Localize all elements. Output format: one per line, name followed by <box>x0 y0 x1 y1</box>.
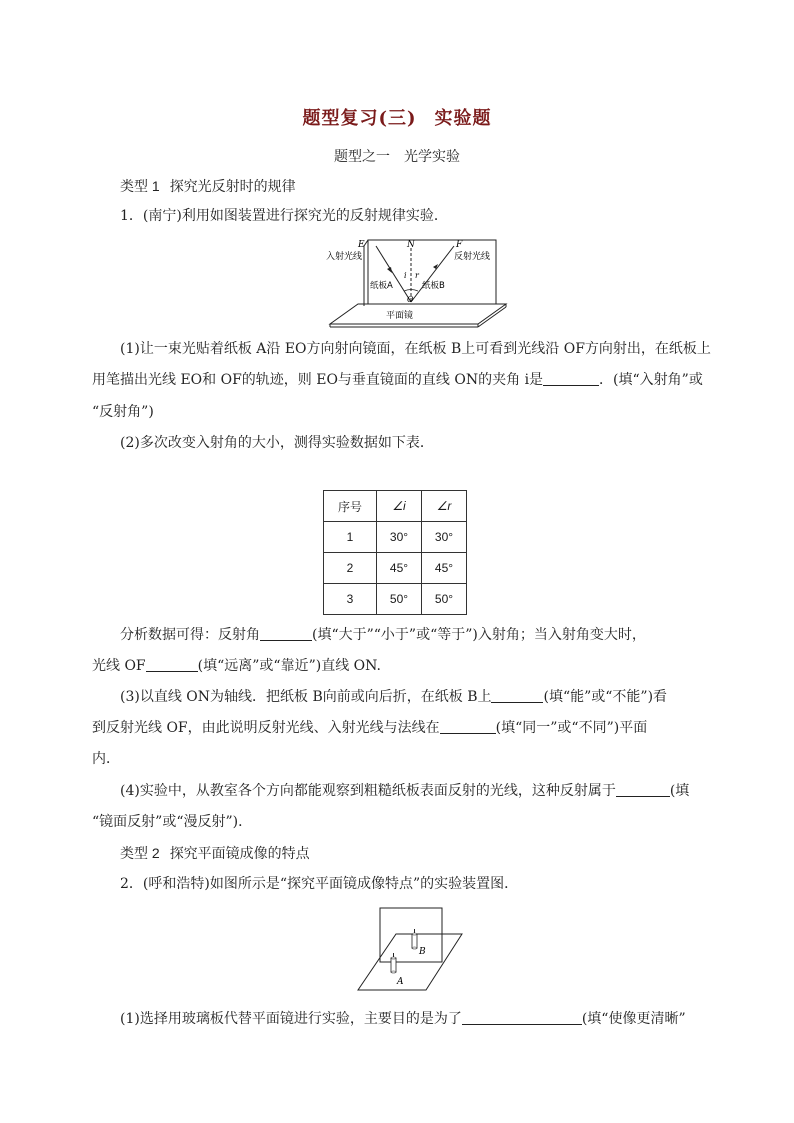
label-E: E <box>358 240 365 250</box>
q1-part1-line3: “反射角”) <box>92 404 154 420</box>
section-1-name: 探究光反射时的规律 <box>169 179 296 195</box>
answer-blank[interactable] <box>146 657 198 672</box>
plane-mirror-figure <box>356 906 466 992</box>
angle-data-table <box>323 490 467 615</box>
paper-board-shape <box>368 240 496 304</box>
answer-blank[interactable] <box>616 782 670 797</box>
label-board-A: 纸板A <box>370 281 393 291</box>
table-cell: 30° <box>377 522 422 553</box>
q1-part4-line1 <box>120 781 689 801</box>
table-cell: 45° <box>422 553 467 584</box>
analysis-line2 <box>92 656 381 676</box>
label-N: N <box>407 240 415 250</box>
q1-part3-line3: 内． <box>92 751 120 767</box>
q1-part3-line2 <box>92 718 647 738</box>
label-F: F <box>456 240 463 250</box>
q1-part3-line2-text-b: (填“同一”或“不同”)平面 <box>495 720 648 736</box>
q1-part3-line1 <box>120 687 667 707</box>
analysis-line1-text-b: (填“大于”“小于”或“等于”)入射角；当入射角变大时， <box>312 627 646 643</box>
section-2-name: 探究平面镜成像的特点 <box>169 846 310 862</box>
q1-part1-line1: (1)让一束光贴着纸板 A沿 EO方向射向镜面，在纸板 B上可看到光线沿 OF方向射出，在纸板上 <box>120 341 711 357</box>
q1-part4-line2: “镜面反射”或“漫反射”)． <box>92 814 253 830</box>
label-board-B: 纸板B <box>422 281 445 291</box>
table-cell: 3 <box>324 584 377 615</box>
q2-stem: 2．(呼和浩特)如图所示是“探究平面镜成像特点”的实验装置图． <box>120 876 519 892</box>
q1-part4-line1-text-a: (4)实验中，从教室各个方向都能观察到粗糙纸板表面反射的光线，这种反射属于 <box>120 783 616 799</box>
page-title <box>0 104 794 130</box>
table-row <box>324 584 467 615</box>
analysis-line1 <box>120 625 646 645</box>
analysis-line2-text-a: 光线 OF <box>92 658 146 674</box>
candle-B-shape <box>412 934 417 948</box>
page-subtitle: 题型之一 光学实验 <box>334 149 460 165</box>
table-row <box>324 553 467 584</box>
answer-blank[interactable] <box>491 688 543 703</box>
section-2-heading <box>120 843 310 864</box>
q1-part2-text: (2)多次改变入射角的大小，测得实验数据如下表． <box>120 435 434 451</box>
title-part-a: 题型复习(三) <box>302 108 417 129</box>
table-cell: 30° <box>422 522 467 553</box>
q1-part3-line1-text-a: (3)以直线 ON为轴线．把纸板 B向前或向后折，在纸板 B上 <box>120 689 492 705</box>
analysis-line1-text-a: 分析数据可得：反射角 <box>120 627 260 643</box>
label-reflected-ray: 反射光线 <box>454 252 491 262</box>
reflection-apparatus-figure <box>318 236 518 330</box>
section-2-label: 类型 2 <box>120 845 160 861</box>
answer-blank[interactable] <box>440 719 496 734</box>
label-mirror: 平面镜 <box>386 311 414 321</box>
candle-A-shape <box>391 958 396 972</box>
q1-part1-line2-text-b: ．(填“入射角”或 <box>599 372 703 388</box>
q1-part4-line1-text-b: (填 <box>669 783 690 799</box>
table-cell: 45° <box>377 553 422 584</box>
table-header-cell: ∠r <box>422 491 467 522</box>
answer-blank[interactable] <box>543 371 599 386</box>
q1-part3-line2-text-a: 到反射光线 OF，由此说明反射光线、入射光线与法线在 <box>92 720 440 736</box>
q1-part1-line2 <box>92 370 703 390</box>
table-cell: 50° <box>377 584 422 615</box>
q2-part1-text-b: (填“使像更清晰” <box>581 1011 686 1027</box>
table-cell: 1 <box>324 522 377 553</box>
table-header-cell: ∠i <box>377 491 422 522</box>
label-r: r <box>415 271 419 280</box>
q2-part1-text-a: (1)选择用玻璃板代替平面镜进行实验，主要目的是为了 <box>120 1011 462 1027</box>
section-1-heading <box>120 176 296 197</box>
table-header-cell: 序号 <box>324 491 377 522</box>
table-cell: 50° <box>422 584 467 615</box>
label-incident-ray: 入射光线 <box>326 252 363 262</box>
label-O: O <box>407 295 414 304</box>
table-header-row <box>324 491 467 522</box>
q1-part1-line2-text-a: 用笔描出光线 EO和 OF的轨迹，则 EO与垂直镜面的直线 ON的夹角 i是 <box>92 372 544 388</box>
title-part-b: 实验题 <box>434 108 492 129</box>
label-A: A <box>397 977 404 987</box>
table-row <box>324 522 467 553</box>
answer-blank[interactable] <box>260 626 312 641</box>
q1-stem: 1．(南宁)利用如图装置进行探究光的反射规律实验． <box>120 208 448 224</box>
section-1-label: 类型 1 <box>120 178 160 194</box>
mirror-plane-shape <box>330 304 506 324</box>
label-i: i <box>404 271 407 280</box>
label-B: B <box>419 947 426 957</box>
table-cell: 2 <box>324 553 377 584</box>
q1-part3-line1-text-b: (填“能”或“不能”)看 <box>543 689 668 705</box>
q2-part1-line1 <box>120 1009 686 1029</box>
answer-blank[interactable] <box>462 1010 582 1025</box>
analysis-line2-text-b: (填“远离”或“靠近”)直线 ON. <box>197 658 381 674</box>
